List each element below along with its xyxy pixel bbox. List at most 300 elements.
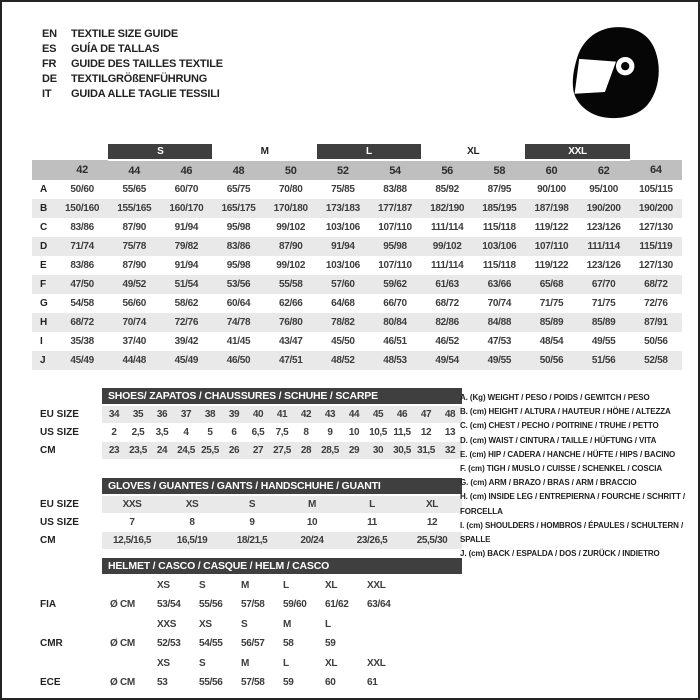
row-label: CM [40,445,56,456]
size-value: 49/54 [421,351,473,370]
row-letter: E [40,260,47,271]
cell-value: 9 [249,517,255,528]
size-table-row [32,199,682,218]
size-band-xl: XL [421,144,525,160]
legend-item: C. (cm) CHEST / PECHO / POITRINE / TRUHE / PETTO [460,421,659,431]
language-code: FR [42,57,57,70]
size-value: 43/47 [278,336,303,347]
size-value: 41/45 [226,336,251,347]
cell-value: 28,5 [321,445,339,456]
cell-value: 11 [367,517,377,528]
cell-value: 60 [325,677,336,688]
size-value: 99/102 [276,222,306,233]
cell-value: 47 [420,409,432,420]
language-title: TEXTILGRÖßENFÜHRUNG [71,72,208,85]
size-column-header: 54 [369,160,421,180]
size-value: 37/40 [122,336,146,347]
row-letter: C [40,222,47,233]
size-value: 53/56 [212,275,264,294]
size-value: 127/130 [638,222,673,233]
size-value: 90/100 [537,184,566,195]
cell-value: 55/56 [199,677,223,688]
cell-value: 10,5 [369,427,387,438]
cell-value: 24,5 [177,445,195,456]
cell-value: 31,5 [417,445,435,456]
size-value: 83/86 [212,237,264,256]
racing-helmet-icon [570,24,662,124]
size-value: 165/175 [212,199,264,218]
row-label: EU SIZE [40,409,79,420]
legend-item: F. (cm) TIGH / MUSLO / CUISSE / SCHENKEL / COSCIA [460,464,663,474]
size-value: 54/58 [70,298,94,309]
cell-value: 12,5/16,5 [112,535,152,546]
legend-item: D. (cm) WAIST / CINTURA / TAILLE / HÜFTUNG / VITA [460,435,657,445]
size-band-row [32,144,682,160]
language-code: IT [42,87,52,100]
size-value: 75/78 [108,237,160,256]
cell-value: 9 [327,427,333,438]
cell-value: 54/55 [199,638,223,649]
helmet-size-label: XXS [157,618,177,630]
language-title: GUIDE DES TAILLES TEXTILE [71,57,223,70]
helmet-table-rows [40,576,464,692]
size-column-header: 46 [160,160,212,180]
cell-value: L [369,499,375,510]
unit-label: Ø CM [110,677,135,688]
size-value: 115/118 [482,222,516,233]
row-label: FIA [40,599,57,610]
helmet-table [40,558,464,692]
helmet-value-row [40,595,464,614]
cell-value: 45 [372,409,384,420]
cell-value: 5 [207,427,213,438]
helmet-size-label: L [283,657,289,669]
cell-value: 59 [325,638,336,649]
cell-value: 61/62 [325,599,349,610]
size-value: 95/98 [226,222,251,233]
cell-value: 7,5 [275,427,289,438]
row-label: US SIZE [40,517,79,528]
size-column-header: 50 [265,160,317,180]
size-table-row [32,332,682,351]
helmet-size-label: M [283,618,292,630]
row-letter: A [40,184,47,195]
cell-value: 25,5/30 [416,535,448,546]
band-spacer [32,144,108,160]
size-table-row [32,256,682,275]
language-list [42,26,223,101]
row-letter: J [32,351,56,370]
cell-value: 53/54 [157,599,181,610]
size-column-header: 64 [630,160,682,180]
size-value: 65/68 [525,275,577,294]
cell-value: 37 [180,409,192,420]
size-table-row [32,237,682,256]
language-row [42,86,223,101]
unit-label: Ø CM [110,638,135,649]
size-value: 83/86 [70,260,94,271]
helmet-size-label: L [283,579,289,591]
size-value: 70/80 [278,184,303,195]
cell-value: M [308,499,316,510]
gloves-table [40,478,464,549]
size-number-header-row [32,160,682,180]
cell-value: 39 [228,409,240,420]
cell-value: 58 [283,638,294,649]
row-letter: I [40,336,43,347]
cell-value: 7 [129,517,135,528]
size-value: 68/72 [435,298,459,309]
row-cells [102,615,462,633]
cell-value: 27 [252,445,264,456]
row-label: US SIZE [40,427,79,438]
size-value: 76/80 [265,313,317,332]
accessory-tables [40,388,464,693]
size-value: 60/70 [174,184,199,195]
cell-value: 3,5 [155,427,169,438]
table-row [40,406,464,423]
size-value: 170/180 [265,199,317,218]
helmet-size-header-row [40,615,464,633]
cell-value: 24 [156,445,168,456]
cell-value: 25,5 [201,445,219,456]
size-value: 155/165 [108,199,160,218]
table-row [40,514,464,531]
cell-value: 10 [306,517,318,528]
size-value: 71/74 [56,237,108,256]
language-row [42,26,223,41]
size-value: 91/94 [174,260,199,271]
size-value: 68/72 [56,313,108,332]
size-value: 85/92 [435,184,459,195]
size-value: 49/52 [108,275,160,294]
row-label: CM [40,535,56,546]
size-value: 115/118 [482,260,516,271]
cell-value: 30 [372,445,384,456]
size-value: 190/200 [630,199,682,218]
size-table-row [32,218,682,237]
cell-value: 35 [132,409,144,420]
size-value: 49/55 [473,351,525,370]
size-value: 99/102 [276,260,306,271]
cell-value: 4 [183,427,189,438]
row-letter: H [32,313,56,332]
cell-value: 61 [367,677,378,688]
size-table-row [32,294,682,313]
helmet-table-title: HELMET / CASCO / CASQUE / HELM / CASCO [102,558,462,574]
language-row [42,41,223,56]
cell-value: 53 [157,677,168,688]
size-value: 62/66 [278,298,303,309]
size-table-row [32,275,682,294]
cell-value: 29 [348,445,360,456]
size-value: 61/63 [421,275,473,294]
size-value: 48/52 [317,351,369,370]
size-value: 79/82 [160,237,212,256]
size-value: 99/102 [421,237,473,256]
cell-value: 2 [111,427,117,438]
row-cells [102,442,462,459]
row-cells [102,595,462,614]
size-value: 103/106 [325,222,360,233]
row-cells [102,634,462,653]
size-value: 95/98 [226,260,251,271]
size-value: 50/60 [70,184,94,195]
size-value: 95/100 [589,184,619,195]
cell-value: 63/64 [367,599,391,610]
legend-item: G. (cm) ARM / BRAZO / BRAS / ARM / BRACCIO [460,478,637,488]
size-value: 45/49 [56,351,108,370]
size-band-s: S [108,144,212,160]
size-value: 67/70 [578,275,630,294]
cell-value: 20/24 [300,535,324,546]
size-value: 103/106 [325,260,360,271]
size-value: 107/110 [378,222,412,233]
row-label: EU SIZE [40,499,79,510]
cell-value: 23/26,5 [356,535,388,546]
size-column-header: 60 [525,160,577,180]
size-value: 70/74 [108,313,160,332]
size-column-header: 48 [212,160,264,180]
size-column-header: 56 [421,160,473,180]
cell-value: 13 [444,427,456,438]
size-value: 83/88 [383,184,407,195]
legend-item: E. (cm) HIP / CADERA / HANCHE / HÜFTE / HIPS / BACINO [460,449,676,459]
language-code: EN [42,27,57,40]
cell-value: 52/53 [157,638,181,649]
shoes-table [40,388,464,459]
size-band-l: L [317,144,421,160]
measurement-legend [460,391,696,561]
size-table-row [32,351,682,370]
size-value: 46/52 [435,336,459,347]
cell-value: 56/57 [241,638,265,649]
size-value: 60/64 [226,298,251,309]
size-value: 64/68 [331,298,355,309]
size-value: 190/200 [578,199,630,218]
row-letter: D [32,237,56,256]
row-label [40,576,102,594]
cell-value: 11,5 [393,427,411,438]
size-value: 72/76 [160,313,212,332]
size-value: 91/94 [317,237,369,256]
size-value: 150/160 [56,199,108,218]
shoes-table-rows [40,406,464,459]
cell-value: XL [426,499,438,510]
cell-value: 23,5 [129,445,147,456]
cell-value: 10 [348,427,360,438]
helmet-size-label: S [241,618,248,630]
band-spacer [630,144,682,160]
row-cells [102,673,462,692]
size-column-header: 62 [578,160,630,180]
cell-value: 41 [276,409,288,420]
size-value: 39/42 [174,336,199,347]
cell-value: 28 [300,445,312,456]
row-letter: G [40,298,48,309]
legend-item: I. (cm) SHOULDERS / HOMBROS / ÉPAULES / SCHULTERN / SPALLE [460,520,684,545]
language-title: TEXTILE SIZE GUIDE [71,27,179,40]
size-value: 47/51 [265,351,317,370]
language-code: DE [42,72,57,85]
row-label: ECE [40,677,61,688]
size-value: 49/55 [591,336,616,347]
helmet-size-label: XS [199,618,212,630]
size-value: 107/110 [378,260,412,271]
size-table-row [32,313,682,332]
size-value: 119/122 [534,222,569,233]
size-value: 85/89 [525,313,577,332]
size-value: 47/50 [56,275,108,294]
cell-value: XS [185,499,199,510]
legend-item: A. (Kg) WEIGHT / PESO / POIDS / GEWITCH / PESO [460,393,650,402]
helmet-size-label: XL [325,579,338,591]
cell-value: 6,5 [251,427,265,438]
row-letter: B [32,199,56,218]
helmet-value-row [40,673,464,692]
size-value: 115/119 [630,237,682,256]
table-row [40,496,464,513]
cell-value: 46 [396,409,408,420]
size-value: 127/130 [638,260,673,271]
size-value: 91/94 [174,222,199,233]
size-value: 95/98 [369,237,421,256]
size-value: 63/66 [473,275,525,294]
size-table [32,144,682,370]
legend-item: J. (cm) BACK / ESPALDA / DOS / ZURÜCK / INDIETRO [460,549,660,559]
size-value: 74/78 [212,313,264,332]
number-header-spacer [32,160,56,180]
unit-label: Ø CM [110,599,135,610]
cell-value: 12 [420,427,432,438]
cell-value: 43 [324,409,336,420]
row-label: CMR [40,638,63,649]
size-value: 46/51 [383,336,407,347]
size-value: 87/91 [630,313,682,332]
size-value: 84/88 [473,313,525,332]
language-code: ES [42,42,57,55]
size-value: 87/90 [122,222,146,233]
size-value: 111/114 [430,260,464,271]
size-value: 78/82 [317,313,369,332]
helmet-size-label: S [199,657,206,669]
size-column-header: 52 [317,160,369,180]
cell-value: 30,5 [393,445,411,456]
cell-value: 2,5 [131,427,145,438]
table-row [40,424,464,441]
size-value: 52/58 [630,351,682,370]
row-cells [102,424,462,441]
size-value: 45/49 [160,351,212,370]
cell-value: 27,5 [273,445,291,456]
size-value: 123/126 [586,260,621,271]
cell-value: 40 [252,409,264,420]
cell-value: 34 [108,409,120,420]
size-value: 87/90 [265,237,317,256]
language-title: GUÍA DE TALLAS [71,42,160,55]
size-value: 182/190 [421,199,473,218]
size-value: 48/53 [369,351,421,370]
size-value: 72/76 [644,298,668,309]
helmet-size-label: XXL [367,579,386,591]
cell-value: XXS [122,499,142,510]
row-cells [102,532,462,549]
row-cells [102,496,462,513]
cell-value: 6 [231,427,237,438]
size-band-xxl: XXL [525,144,629,160]
cell-value: 48 [444,409,456,420]
size-value: 111/114 [578,237,630,256]
cell-value: 59 [283,677,294,688]
size-value: 103/106 [473,237,525,256]
cell-value: 44 [348,409,360,420]
row-cells [102,654,462,672]
size-table-row [32,180,682,199]
language-title: GUIDA ALLE TAGLIE TESSILI [71,87,220,100]
cell-value: 32 [444,445,456,456]
helmet-size-label: S [199,579,206,591]
size-value: 35/38 [70,336,94,347]
size-value: 51/54 [160,275,212,294]
size-value: 58/62 [174,298,199,309]
size-value: 173/183 [317,199,369,218]
cell-value: 16,5/19 [176,535,208,546]
cell-value: 36 [156,409,168,420]
helmet-size-label: L [325,618,331,630]
cell-value: 26 [228,445,240,456]
size-value: 55/65 [122,184,146,195]
size-value: 45/50 [331,336,355,347]
size-value: 57/60 [317,275,369,294]
size-column-header: 44 [108,160,160,180]
cell-value: 12 [426,517,438,528]
helmet-size-label: M [241,657,250,669]
size-value: 71/75 [539,298,564,309]
row-cells [102,514,462,531]
row-cells [102,406,462,423]
size-value: 70/74 [487,298,512,309]
shoes-table-title: SHOES/ ZAPATOS / CHAUSSURES / SCHUHE / SCARPE [102,388,462,404]
main-size-table-section [32,144,682,370]
size-value: 123/126 [586,222,621,233]
size-value: 82/86 [421,313,473,332]
language-row [42,71,223,86]
size-value: 160/170 [160,199,212,218]
cell-value: 42 [300,409,312,420]
cell-value: 18/21,5 [236,535,268,546]
size-value: 51/56 [578,351,630,370]
legend-item: H. (cm) INSIDE LEG / ENTREPIERNA / FOURCHE / SCHRITT / FORCELLA [460,492,685,516]
row-letter: F [32,275,56,294]
size-value: 68/72 [630,275,682,294]
size-value: 46/50 [212,351,264,370]
cell-value: 57/58 [241,599,265,610]
row-label [40,654,102,672]
size-value: 71/75 [591,298,616,309]
size-value: 185/195 [473,199,525,218]
gloves-table-title: GLOVES / GUANTES / GANTS / HANDSCHUHE / GUANTI [102,478,462,494]
size-value: 177/187 [369,199,421,218]
row-label [40,615,102,633]
helmet-value-row [40,634,464,653]
cell-value: S [248,499,256,510]
size-value: 105/115 [639,184,673,195]
size-value: 44/48 [108,351,160,370]
cell-value: 59/60 [283,599,307,610]
size-value: 66/70 [383,298,407,309]
size-value: 50/56 [525,351,577,370]
cell-value: 8 [189,517,195,528]
